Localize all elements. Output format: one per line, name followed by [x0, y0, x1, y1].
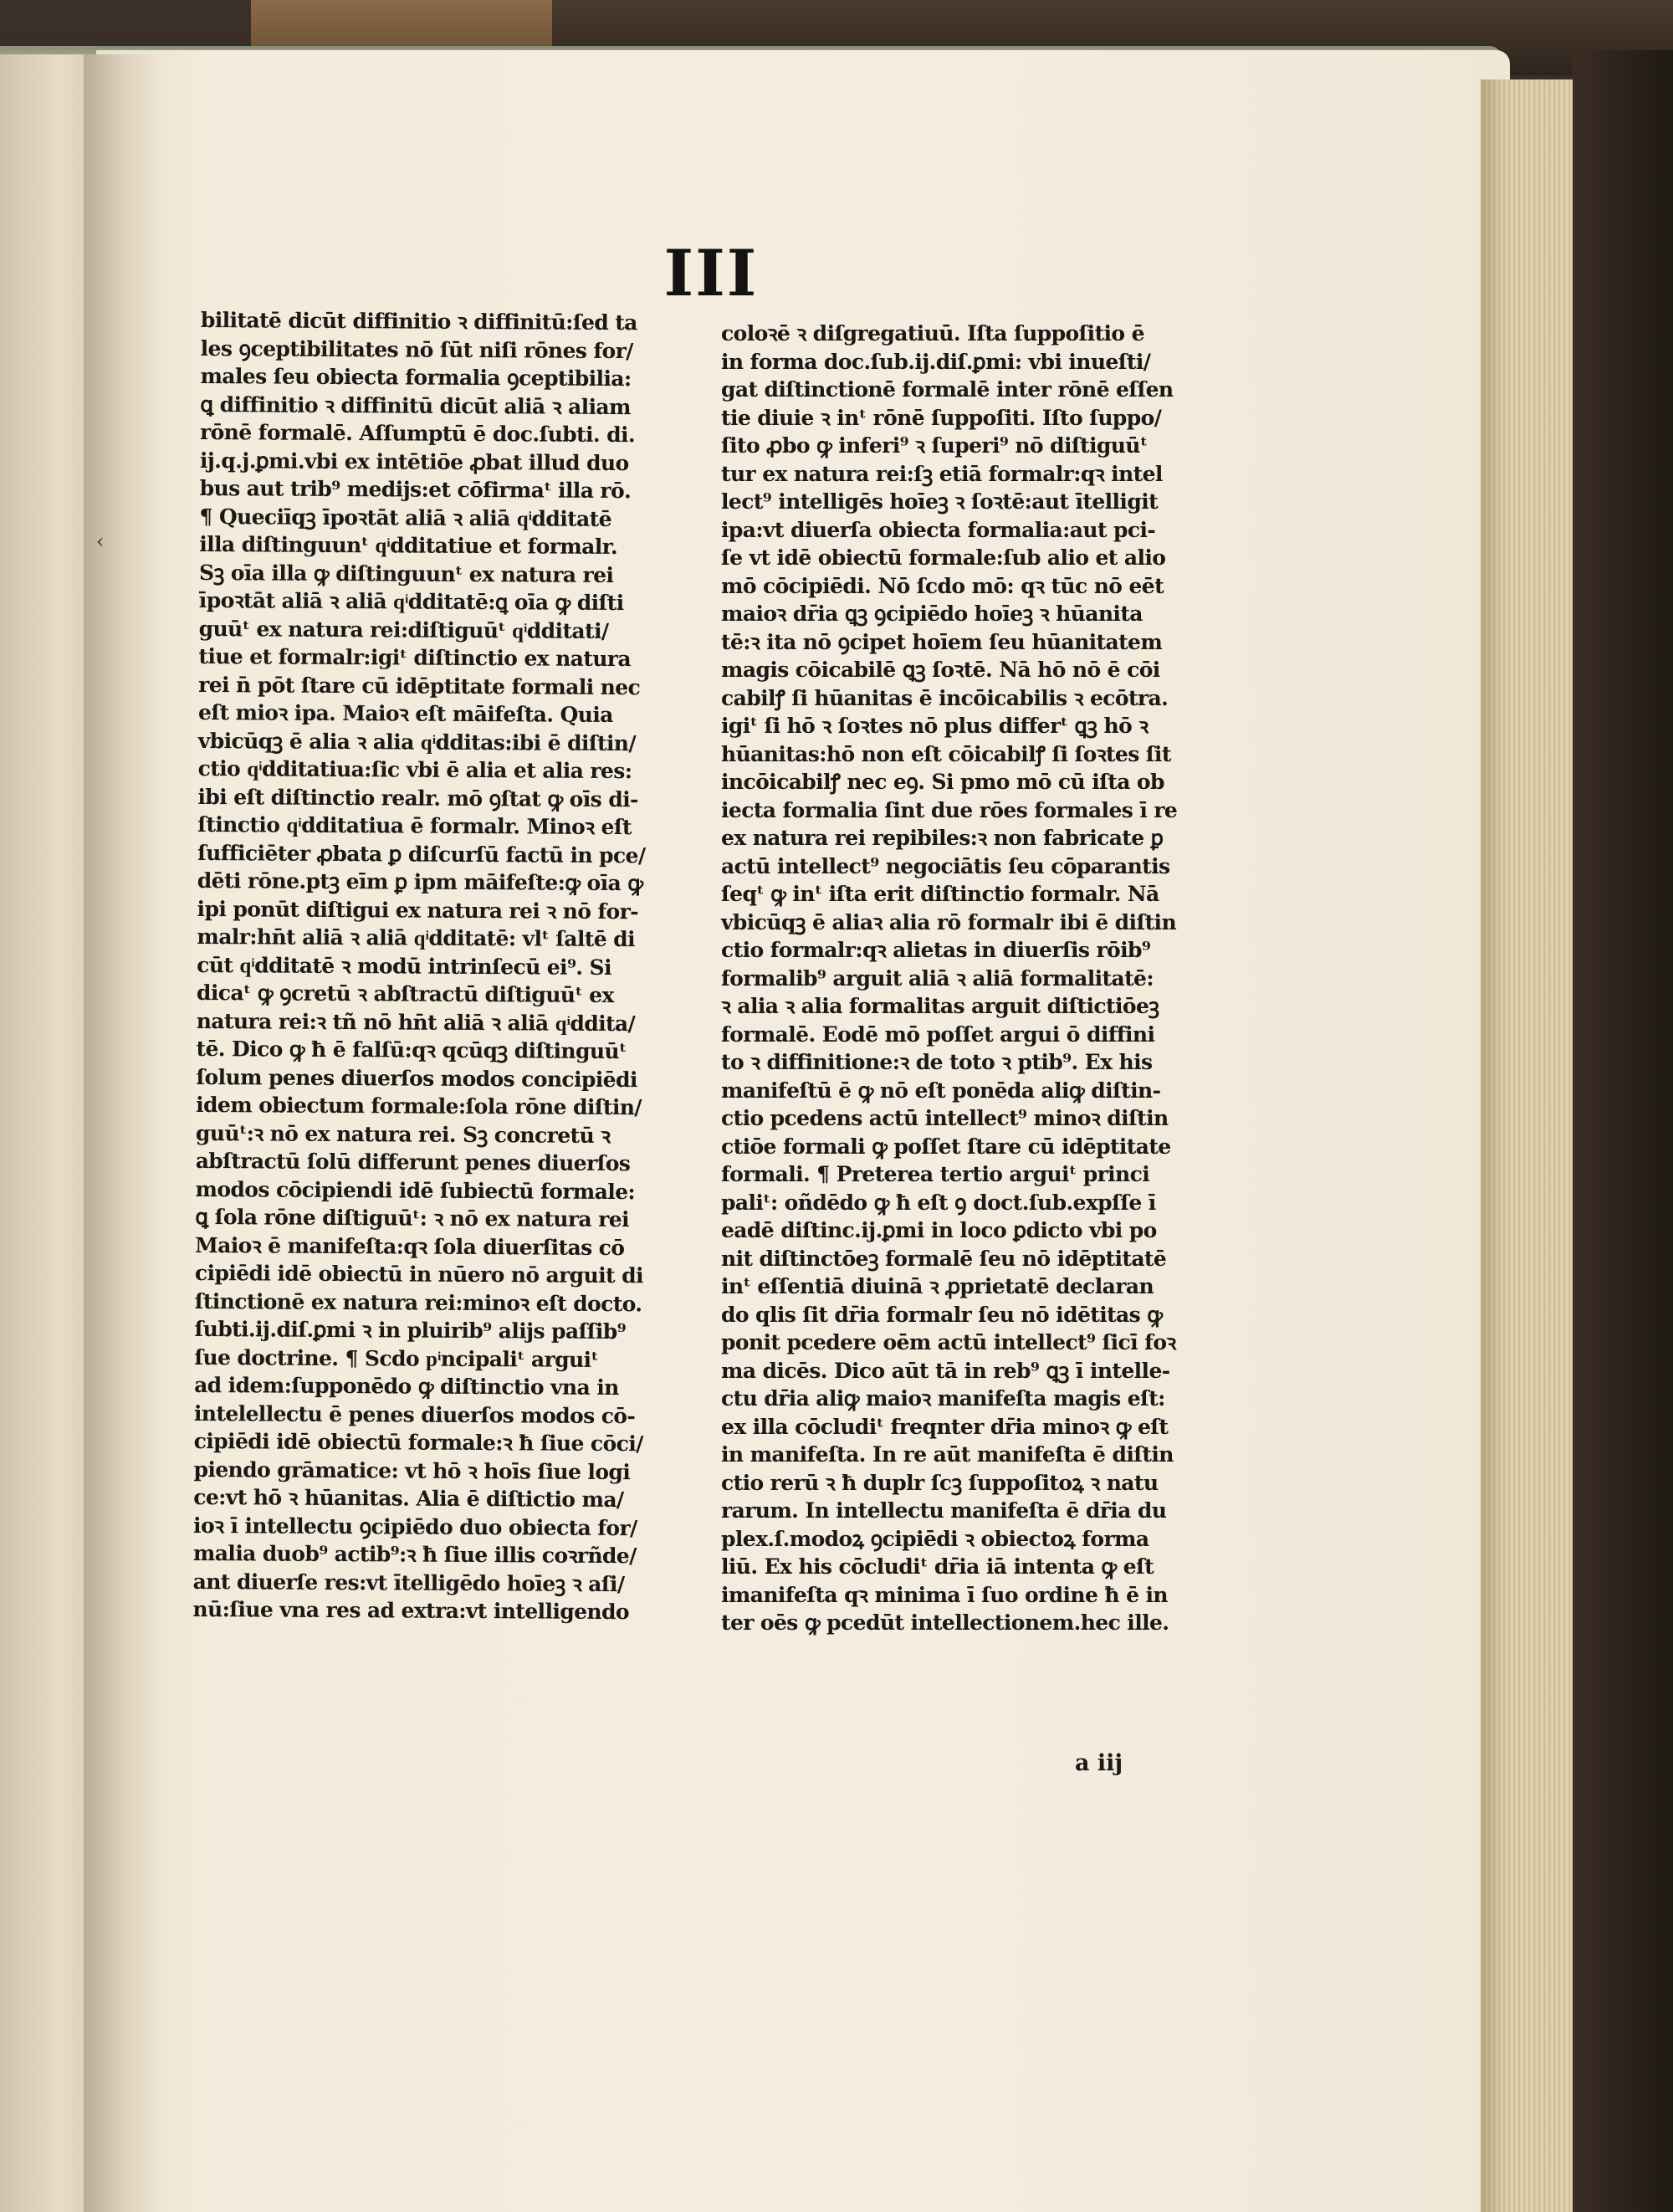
signature-mark: a iij: [1075, 1750, 1123, 1776]
text-line: in forma doc.ſub.ij.diſ.ꝑmi: vbi inueſti/: [721, 349, 1151, 374]
text-line: males ſeu obiecta formalia ꝯceptibilia:: [200, 363, 632, 392]
text-line: liū. Ex his cōcludiᵗ dr̄ia iā intenta ꝙ eſt: [721, 1554, 1154, 1579]
text-line: ponit pcedere oēm actū intellect⁹ ſicī foꝛ: [721, 1330, 1176, 1354]
text-line: formalib⁹ arguit aliā ꝛ aliā formalitatē:: [721, 965, 1154, 991]
text-line: imanifeſta qꝛ minima ī ſuo ordine ħ ē in: [721, 1582, 1168, 1607]
text-line: tē:ꝛ ita nō ꝯcipet hoīem ſeu hūanitatem: [721, 629, 1163, 654]
text-line: guūᵗ ex natura rei:diſtiguūᵗ qͥdditati/: [198, 616, 609, 643]
text-line: ad idem:ſupponēdo ꝙ diſtinctio vna in: [194, 1372, 619, 1400]
text-line: ¶ Queciīqꝫ īpoꝛtāt aliā ꝛ aliā qͥdditatē: [199, 504, 612, 531]
text-line: hūanitas:hō non eſt cōicabilꝭ ſi ſoꝛtes ſit: [721, 741, 1171, 766]
text-line: ij.q.j.ꝑmi.vbi ex intētiōe ꝓbat illud duo: [199, 448, 629, 475]
text-line: modos cōcipiendi idē ſubiectū formale:: [195, 1176, 636, 1204]
text-line: ꝗ diffinitio ꝛ diffinitū dicūt aliā ꝛ aliam: [200, 392, 631, 419]
text-line: ma dicēs. Dico aūt tā in reb⁹ ꝗꝫ ī intelle-: [721, 1358, 1170, 1383]
text-line: incōicabilꝭ nec eꝯ. Si pmo mō cū iſta ob: [721, 770, 1164, 794]
text-line: to ꝛ diffinitione:ꝛ de toto ꝛ ptib⁹. Ex his: [721, 1050, 1153, 1074]
text-line: ꝛ alia ꝛ alia formalitas arguit diſtictiōeꝫ: [721, 994, 1159, 1018]
text-line: ioꝛ ī intellectu ꝯcipiēdo duo obiecta for/: [193, 1513, 637, 1540]
text-line: dicaᵗ ꝙ ꝯcretū ꝛ abſtractū diſtiguūᵗ ex: [196, 980, 614, 1008]
text-line: ſubti.ij.diſ.ꝑmi ꝛ in pluirib⁹ alijs paſſib⁹: [194, 1316, 627, 1344]
text-line: īpoꝛtāt aliā ꝛ aliā qͥdditatē:ꝗ oīa ꝙ diſti: [198, 587, 624, 616]
text-line: formalē. Eodē mō poſſet argui ō diffini: [721, 1022, 1155, 1047]
text-line: ſito ꝓbo ꝙ inferi⁹ ꝛ ſuperi⁹ nō diſtiguūᵗ: [721, 433, 1148, 458]
text-line: in manifeſta. In re aūt manifeſta ē diſtin: [721, 1442, 1174, 1467]
text-line: ſue doctrine. ¶ Scdo pͥncipaliᵗ arguiᵗ: [194, 1344, 599, 1372]
text-line: tiue et formalr:igiᵗ diſtinctio ex natura: [198, 643, 632, 672]
text-line: ipa:vt diuerſa obiecta formalia:aut pci-: [721, 517, 1156, 542]
margin-mark: ‹: [96, 530, 105, 553]
text-line: ſufficiēter ꝓbata ꝑ diſcurſū factū in pce/: [197, 840, 646, 868]
text-line: tur ex natura rei:ſꝫ etiā formalr:qꝛ intel: [721, 461, 1163, 486]
text-line: Sꝫ oīa illa ꝙ diſtinguunᵗ ex natura rei: [198, 560, 614, 587]
text-line: malr:hn̄t aliā ꝛ aliā qͥdditatē: vlᵗ ſaltē di: [197, 924, 636, 952]
text-line: inᵗ eſſentiā diuinā ꝛ ꝓprietatē declaran: [721, 1274, 1154, 1298]
text-line: ctu dr̄ia aliꝙ maioꝛ manifeſta magis eſt:: [721, 1386, 1165, 1411]
text-line: Maioꝛ ē manifeſta:qꝛ ſola diuerſitas cō: [195, 1232, 625, 1260]
folio-number: III: [663, 236, 759, 310]
text-line: maioꝛ dr̄ia ꝗꝫ ꝯcipiēdo hoīeꝫ ꝛ hūanita: [721, 602, 1143, 626]
text-line: cūt qͥdditatē ꝛ modū intrinſecū ei⁹. Si: [197, 952, 612, 980]
text-line: mō cōcipiēdi. Nō ſcdo mō: qꝛ tūc nō eēt: [721, 573, 1164, 598]
text-line: guūᵗ:ꝛ nō ex natura rei. Sꝫ concretū ꝛ: [195, 1120, 611, 1148]
text-line: plex.ſ.modoꝝ ꝯcipiēdi ꝛ obiectoꝝ forma: [721, 1526, 1149, 1551]
text-line: actū intellect⁹ negociātis ſeu cōparantis: [721, 853, 1170, 878]
text-line: ctio qͥdditatiua:ſic vbi ē alia et alia res:: [197, 755, 632, 784]
text-line: iecta formalia ſint due rōes formales ī re: [721, 797, 1178, 822]
text-line: ctiōe formali ꝙ poſſet ſtare cū idēptitate: [721, 1134, 1171, 1159]
text-line: formali. ¶ Preterea tertio arguiᵗ princi: [721, 1162, 1150, 1186]
text-line: lect⁹ intelligēs hoīeꝫ ꝛ ſoꝛtē:aut ītelligit: [721, 489, 1159, 514]
text-line: igiᵗ ſi hō ꝛ ſoꝛtes nō plus differᵗ ꝗꝫ hō ꝛ: [721, 714, 1149, 738]
text-line: magis cōicabilē ꝗꝫ ſoꝛtē. Nā hō nō ē cōi: [721, 658, 1160, 682]
text-column-right: [721, 320, 1206, 1637]
text-line: cabilꝭ ſi hūanitas ē incōicabilis ꝛ ecōtra.: [721, 685, 1169, 710]
text-line: eadē diſtinc.ij.ꝑmi in loco ꝑdicto vbi po: [721, 1218, 1157, 1242]
text-line: abſtractū ſolū differunt penes diuerſos: [195, 1148, 631, 1176]
text-line: cipiēdi idē obiectū formale:ꝛ ħ ſiue cōci/: [193, 1428, 643, 1457]
gutter-shadow: [84, 54, 159, 2212]
text-line: cipiēdi idē obiectū in nūero nō arguit di: [194, 1260, 644, 1288]
text-line: ꝗ ſola rōne diſtiguūᵗ: ꝛ nō ex natura rei: [195, 1204, 630, 1232]
text-line: ibi eſt diſtinctio realr. mō ꝯſtat ꝙ oīs di-: [197, 784, 638, 812]
text-line: dēti rōne.ptꝫ eīm ꝑ ipm māifeſte:ꝙ oīa ꝙ: [197, 868, 643, 896]
text-line: tē. Dico ꝙ ħ ē falſū:qꝛ qcūqꝫ diſtinguūᵗ: [196, 1036, 627, 1064]
text-line: idem obiectum formale:ſola rōne diſtin/: [196, 1092, 642, 1120]
text-line: malia duob⁹ actib⁹:ꝛ ħ ſiue illis coꝛrñde/: [192, 1540, 637, 1569]
text-line: ant diuerſe res:vt ītelligēdo hoīeꝫ ꝛ aſi/: [192, 1569, 625, 1596]
text-line: les ꝯceptibilitates nō ſūt niſi rōnes for/: [200, 335, 633, 363]
text-line: do qlis ſit dr̄ia formalr ſeu nō idētitas ꝙ: [721, 1302, 1163, 1327]
text-line: ſtinctionē ex natura rei:minoꝛ eſt docto.: [194, 1288, 642, 1316]
text-line: eſt mioꝛ ipa. Maioꝛ eſt māifeſta. Quia: [197, 699, 613, 728]
text-line: gat diſtinctionē formalē inter rōnē eſſen: [721, 377, 1174, 402]
text-line: nit diſtinctōeꝫ formalē ſeu nō idēptitatē: [721, 1246, 1167, 1271]
text-line: bus aut trib⁹ medijs:et cōfirmaᵗ illa rō.: [199, 475, 632, 504]
text-line: ipi ponūt diſtigui ex natura rei ꝛ nō for-: [197, 896, 639, 924]
book-cover-right: [1573, 50, 1673, 2212]
text-line: coloꝛē ꝛ diſgregatiuū. Iſta ſuppoſitio ē: [721, 321, 1144, 346]
text-line: ter oēs ꝙ pcedūt intellectionem.hec ille.: [721, 1610, 1169, 1635]
text-line: vbicūqꝫ ē aliaꝛ alia rō formalr ibi ē diſtin: [721, 909, 1177, 934]
text-line: rōnē formalē. Aſſumptū ē doc.ſubti. di.: [199, 419, 636, 448]
text-line: ex natura rei repibiles:ꝛ non fabricate ꝑ: [721, 826, 1164, 850]
text-line: ſe vt idē obiectū formale:ſub alio et alio: [721, 545, 1166, 570]
text-line: rarum. In intellectu manifeſta ē dr̄ia du: [721, 1498, 1167, 1523]
text-line: ctio formalr:qꝛ alietas in diuerſis rōib⁹: [721, 938, 1151, 962]
page-stack-shade: [1481, 79, 1506, 2212]
text-line: piendo grāmatice: vt hō ꝛ hoīs ſiue logi: [193, 1457, 631, 1484]
text-line: intelellectu ē penes diuerſos modos cō-: [193, 1400, 636, 1428]
text-line: paliᵗ: oñdēdo ꝙ ħ eſt ꝯ doct.ſub.expſſe ī: [721, 1190, 1156, 1215]
text-line: nū:ſiue vna res ad extra:vt intelligendo: [192, 1596, 630, 1625]
text-line: ſolum penes diuerſos modos concipiēdi: [196, 1064, 637, 1092]
text-line: ctio rerū ꝛ ħ duplr ſcꝫ ſuppoſitoꝝ ꝛ natu: [721, 1470, 1159, 1495]
text-line: bilitatē dicūt diffinitio ꝛ diffinitū:ſed ta: [200, 307, 637, 335]
text-line: ce:vt hō ꝛ hūanitas. Alia ē diſtictio ma/: [193, 1484, 624, 1513]
text-line: ex illa cōcludiᵗ freqnter dr̄ia minoꝛ ꝙ eſt: [721, 1414, 1169, 1439]
text-column-left: [192, 306, 686, 1626]
text-line: natura rei:ꝛ tñ nō hn̄t aliā ꝛ aliā qͥddita/: [196, 1008, 636, 1036]
text-line: vbicūqꝫ ē alia ꝛ alia qͥdditas:ibi ē diſtin/: [197, 728, 637, 755]
text-line: ſeqᵗ ꝙ inᵗ iſta erit diſtinctio formalr. Nā: [721, 882, 1159, 906]
text-line: rei n̄ pōt ſtare cū idēptitate formali nec: [198, 672, 641, 699]
text-line: tie diuie ꝛ inᵗ rōnē ſuppoſiti. Iſto ſuppo/: [721, 405, 1162, 430]
text-line: illa diſtinguunᵗ qͥdditatiue et formalr.: [199, 531, 618, 560]
text-line: ſtinctio qͥdditatiua ē formalr. Minoꝛ eſt: [197, 812, 632, 840]
text-line: manifeſtū ē ꝙ nō eſt ponēda aliꝙ diſtin-: [721, 1078, 1161, 1103]
text-line: ctio pcedens actū intellect⁹ minoꝛ diſtin: [721, 1106, 1169, 1130]
